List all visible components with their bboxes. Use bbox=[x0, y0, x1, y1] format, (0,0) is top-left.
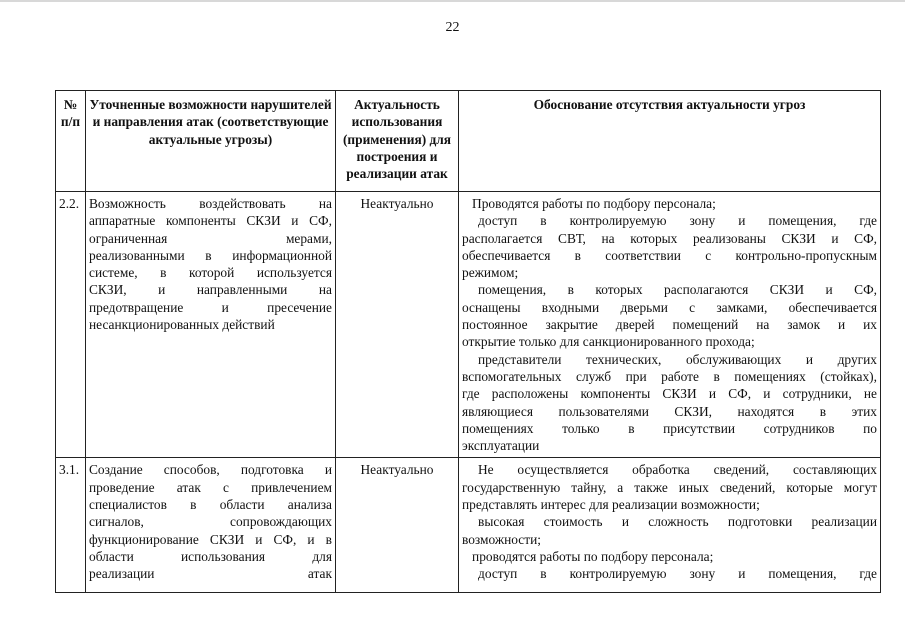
capability-line: Создание способов, подготовка и bbox=[89, 462, 332, 478]
page-number: 22 bbox=[445, 20, 460, 35]
justification-line: эксплуатации bbox=[462, 438, 540, 454]
justification-line: Не осуществляется обработка сведений, составляющих bbox=[478, 462, 877, 478]
capability-line: СКЗИ, и направленными на bbox=[89, 282, 332, 298]
justification-line: возможности; bbox=[462, 531, 541, 547]
header-actuality: Актуальность использования (применения) для построения и реализации атак bbox=[336, 91, 459, 192]
justification-line: проводятся работы по подбору персонала; bbox=[462, 548, 714, 564]
capability-line: аппаратные компоненты СКЗИ и СФ, bbox=[89, 213, 332, 229]
justification-line: представлять интерес для реализации возможности; bbox=[462, 497, 760, 513]
capability-line: предотвращение и пресечение bbox=[89, 299, 332, 315]
table-header-row bbox=[56, 91, 881, 192]
justification-cell bbox=[459, 458, 881, 593]
justification-line: высокая стоимость и сложность подготовки реализации bbox=[478, 514, 877, 530]
justification-line: доступ в контролируемую зону и помещения, где bbox=[478, 213, 877, 229]
capability-line: реализации атак bbox=[89, 566, 332, 582]
justification-cell bbox=[459, 192, 881, 458]
capability-line: специалистов в области анализа bbox=[89, 497, 332, 513]
page-top-edge bbox=[0, 0, 905, 2]
table-row bbox=[56, 192, 881, 458]
header-capabilities: Уточненные возможности нарушителей и направления атак (соответствующие актуальные угрозы) bbox=[86, 91, 336, 192]
capability-line: ограниченная мерами, bbox=[89, 230, 332, 246]
capability-cell bbox=[86, 192, 336, 458]
justification-line: режимом; bbox=[462, 265, 519, 281]
justification-line: открытие только для санкционированного прохода; bbox=[462, 334, 755, 350]
threat-table bbox=[55, 90, 881, 593]
justification-line: являющиеся пользователями СКЗИ, находятся в этих bbox=[462, 403, 877, 419]
header-justification: Обоснование отсутствия актуальности угроз bbox=[459, 91, 881, 192]
justification-line: вспомогательных служб при работе в помещениях (стойках), bbox=[462, 368, 877, 384]
justification-line: доступ в контролируемую зону и помещения, где bbox=[478, 566, 877, 582]
capability-line: сигналов, сопровождающих bbox=[89, 514, 332, 530]
actuality-cell: Неактуально bbox=[336, 192, 459, 458]
actuality-cell: Неактуально bbox=[336, 458, 459, 593]
justification-line: помещения, в которых располагаются СКЗИ и СФ, bbox=[478, 282, 877, 298]
justification-line: представители технических, обслуживающих и других bbox=[478, 351, 877, 367]
capability-line: реализованными в информационной bbox=[89, 247, 332, 263]
justification-line: обеспечивается в соответствии с контрольно-пропускным bbox=[462, 247, 877, 263]
justification-line: где расположены компоненты СКЗИ и СФ, и сотрудники, не bbox=[462, 386, 877, 402]
header-num: № п/п bbox=[56, 91, 86, 192]
justification-line: Проводятся работы по подбору персонала; bbox=[462, 196, 716, 211]
justification-line: государственную тайну, а также иных сведений, которые могут bbox=[462, 479, 877, 495]
capability-line: функционирование СКЗИ и СФ, и в bbox=[89, 531, 332, 547]
capability-line: области использования для bbox=[89, 548, 332, 564]
capability-line: системе, в которой используется bbox=[89, 265, 332, 281]
justification-line: помещениях только в присутствии сотрудников по bbox=[462, 420, 877, 436]
row-number: 2.2. bbox=[56, 192, 86, 458]
justification-line: располагается СВТ, на которых реализованы СКЗИ и СФ, bbox=[462, 230, 877, 246]
capability-line: проведение атак с привлечением bbox=[89, 479, 332, 495]
row-number: 3.1. bbox=[56, 458, 86, 593]
capability-line: несанкционированных действий bbox=[89, 317, 275, 333]
capability-line: Возможность воздействовать на bbox=[89, 196, 332, 211]
justification-line: постоянное закрытие дверей помещений на замок и их bbox=[462, 317, 877, 333]
capability-cell bbox=[86, 458, 336, 593]
table-row bbox=[56, 458, 881, 593]
justification-line: оснащены входными дверьми с замками, обеспечивается bbox=[462, 299, 877, 315]
